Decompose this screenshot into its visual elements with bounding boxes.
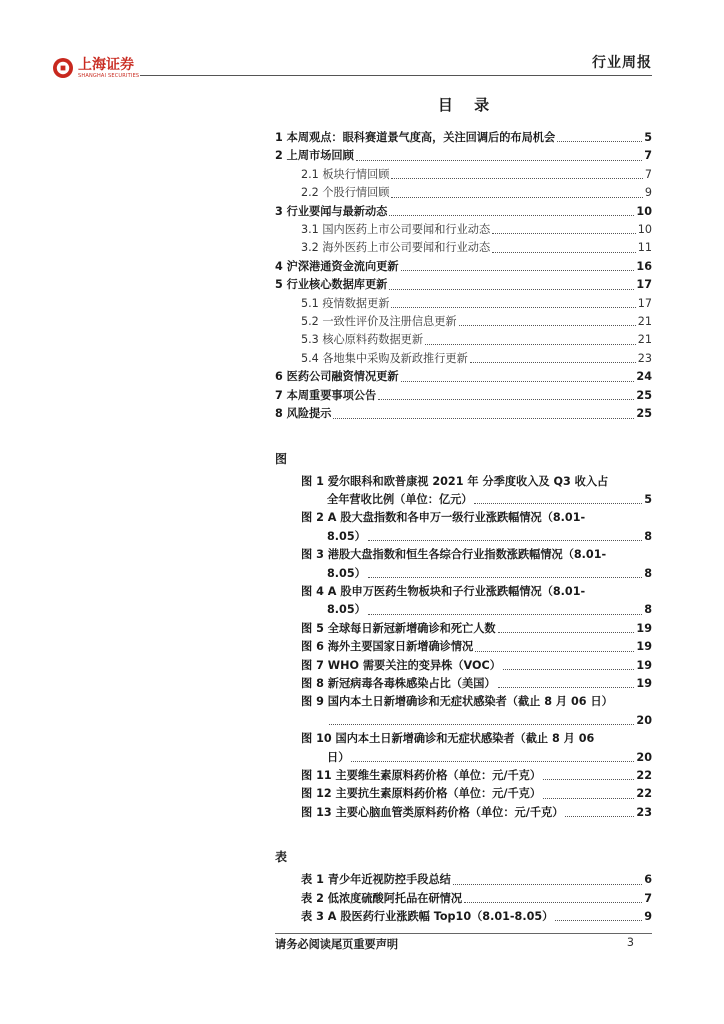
figure-entry[interactable]	[275, 693, 652, 730]
dot-leader	[498, 687, 635, 688]
figure-page-number: 8	[644, 566, 652, 580]
figures-list	[275, 473, 652, 823]
figure-caption: 图 13 主要心脑血管类原料药价格（单位：元/千克）	[301, 805, 564, 819]
figure-entry-leader	[301, 749, 652, 767]
figure-entry-leader	[301, 638, 652, 656]
dot-leader	[391, 178, 642, 179]
entry-page-number: 7	[644, 891, 652, 905]
figure-entry-leader	[301, 785, 652, 803]
dot-leader	[543, 779, 634, 780]
toc-title: 目 录	[437, 96, 498, 114]
figure-caption: 全年营收比例（单位：亿元）	[327, 492, 473, 506]
toc-entry[interactable]	[275, 368, 652, 386]
figure-caption-line: 图 10 国内本土日新增确诊和无症状感染者（截止 8 月 06	[301, 732, 595, 746]
figure-caption: 图 11 主要维生素原料药价格（单位：元/千克）	[301, 769, 542, 782]
footer-divider	[275, 933, 652, 934]
entry-label: 3 行业要闻与最新动态	[275, 204, 388, 218]
dot-leader	[498, 632, 635, 633]
figure-caption: 日）	[327, 750, 350, 764]
figure-entry-leader	[301, 675, 652, 693]
entry-label: 3.1 国内医药上市公司要闻和行业动态	[301, 223, 491, 237]
figure-entry-leader	[301, 620, 652, 638]
toc-entry[interactable]	[275, 258, 652, 276]
figure-caption: 8.05）	[327, 566, 366, 580]
dot-leader	[464, 902, 642, 903]
entry-label: 5 行业核心数据库更新	[275, 278, 388, 292]
toc-entry[interactable]	[275, 313, 652, 331]
figure-caption-line: 图 2 A 股大盘指数和各申万一级行业涨跌幅情况（8.01-	[301, 511, 586, 525]
figure-caption: 图 7 WHO 需要关注的变异株（VOC）	[301, 658, 501, 672]
toc-entry[interactable]	[275, 203, 652, 221]
dot-leader	[474, 503, 642, 504]
figure-entry[interactable]	[275, 804, 652, 822]
entry-label: 8 风险提示	[275, 407, 332, 421]
entry-page-number: 7	[644, 167, 652, 181]
toc-entry[interactable]	[275, 387, 652, 405]
entry-page-number: 9	[644, 186, 652, 200]
figure-entry[interactable]	[275, 620, 652, 638]
dot-leader	[368, 577, 642, 578]
dot-leader	[401, 381, 635, 382]
dot-leader	[389, 215, 634, 216]
entry-label: 1 本周观点：眼科赛道景气度高，关注回调后的布局机会	[275, 131, 556, 144]
entry-page-number: 21	[637, 315, 652, 329]
figure-page-number: 5	[644, 492, 652, 506]
figure-caption: 图 12 主要抗生素原料药价格（单位：元/千克）	[301, 787, 542, 801]
table-entry[interactable]	[275, 908, 652, 926]
tables-heading: 表	[275, 850, 288, 865]
company-logo	[52, 55, 139, 81]
table-of-contents	[275, 94, 652, 926]
dot-leader	[492, 233, 636, 234]
entry-label: 7 本周重要事项公告	[275, 388, 377, 402]
entry-page-number: 17	[637, 296, 652, 310]
figure-caption: 图 6 海外主要国家日新增确诊情况	[301, 640, 474, 654]
figure-page-number: 22	[636, 769, 652, 782]
entry-label: 5.4 各地集中采购及新政推行更新	[301, 351, 468, 365]
report-type-label: 行业周报	[592, 55, 652, 71]
entry-label: 5.1 疫情数据更新	[301, 296, 390, 310]
dot-leader	[475, 651, 634, 652]
figure-entry[interactable]	[275, 657, 652, 675]
figure-entry-leader	[301, 804, 652, 822]
tables-list	[275, 871, 652, 926]
dot-leader	[459, 325, 636, 326]
figure-caption-line: 图 9 国内本土日新增确诊和无症状感染者（截止 8 月 06 日）	[301, 695, 613, 709]
dot-leader	[470, 362, 636, 363]
entry-label: 表 2 低浓度硫酸阿托品在研情况	[301, 891, 463, 905]
dot-leader	[351, 761, 634, 762]
figure-entry-leader	[301, 528, 652, 546]
figure-entry[interactable]	[275, 473, 652, 510]
entry-page-number: 11	[637, 241, 652, 255]
dot-leader	[492, 252, 636, 253]
page-number: 3	[626, 936, 634, 949]
figure-entry-leader	[301, 601, 652, 619]
entry-label: 表 3 A 股医药行业涨跌幅 Top10（8.01-8.05）	[301, 910, 554, 924]
dot-leader	[557, 141, 642, 142]
entry-page-number: 6	[644, 873, 652, 887]
toc-entry[interactable]	[275, 184, 652, 202]
entry-page-number: 25	[636, 388, 652, 402]
figure-caption: 图 8 新冠病毒各毒株感染占比（美国）	[301, 676, 496, 690]
dot-leader	[329, 724, 634, 725]
dot-leader	[543, 798, 634, 799]
figure-caption: 图 5 全球每日新冠新增确诊和死亡人数	[301, 621, 496, 635]
dot-leader	[503, 669, 634, 670]
page-header	[0, 0, 724, 80]
dot-leader	[565, 816, 634, 817]
figure-entry[interactable]	[275, 583, 652, 620]
entry-page-number: 10	[637, 223, 652, 237]
dot-leader	[555, 920, 642, 921]
figure-entry[interactable]	[275, 509, 652, 546]
toc-entry[interactable]	[275, 166, 652, 184]
dot-leader	[391, 307, 635, 308]
figure-caption: 8.05）	[327, 529, 366, 543]
figure-entry[interactable]	[275, 730, 652, 767]
entry-page-number: 10	[636, 204, 652, 218]
toc-entry[interactable]	[275, 221, 652, 239]
entry-label: 2.1 板块行情回顾	[301, 167, 390, 181]
table-entry[interactable]	[275, 890, 652, 908]
dot-leader	[378, 399, 634, 400]
figure-entry[interactable]	[275, 767, 652, 785]
entry-label: 5.3 核心原料药数据更新	[301, 333, 424, 347]
figure-caption-line: 图 3 港股大盘指数和恒生各综合行业指数涨跌幅情况（8.01-	[301, 548, 607, 562]
figure-entry-leader	[301, 491, 652, 509]
dot-leader	[401, 270, 635, 271]
entry-page-number: 24	[636, 370, 652, 384]
toc-entry[interactable]	[275, 276, 652, 294]
table-entry[interactable]	[275, 871, 652, 889]
dot-leader	[368, 614, 642, 615]
figure-entry[interactable]	[275, 638, 652, 656]
figure-page-number: 19	[636, 658, 652, 672]
entry-label: 3.2 海外医药上市公司要闻和行业动态	[301, 241, 491, 255]
dot-leader	[368, 540, 642, 541]
dot-leader	[333, 418, 634, 419]
entry-page-number: 23	[637, 351, 652, 365]
figure-page-number: 22	[636, 787, 652, 801]
logo-english-name: SHANGHAI SECURITIES	[78, 72, 140, 79]
dot-leader	[389, 289, 634, 290]
dot-leader	[425, 344, 636, 345]
entry-label: 6 医药公司融资情况更新	[275, 370, 399, 384]
toc-entry[interactable]	[275, 239, 652, 257]
entry-page-number: 5	[644, 131, 652, 144]
figure-entry[interactable]	[275, 546, 652, 583]
figure-page-number: 20	[636, 713, 652, 727]
figure-entry[interactable]	[275, 785, 652, 803]
entry-label: 5.2 一致性评价及注册信息更新	[301, 315, 457, 329]
figure-entry-leader	[301, 657, 652, 675]
figure-entry-leader	[301, 767, 652, 785]
figure-page-number: 23	[636, 805, 652, 819]
figures-heading: 图	[275, 451, 288, 466]
entry-page-number: 7	[644, 149, 652, 163]
toc-entry[interactable]	[275, 331, 652, 349]
toc-list	[275, 129, 652, 424]
toc-entry[interactable]	[275, 350, 652, 368]
figure-caption: 8.05）	[327, 603, 366, 617]
entry-label: 2.2 个股行情回顾	[301, 186, 390, 200]
figure-caption-line: 图 4 A 股申万医药生物板块和子行业涨跌幅情况（8.01-	[301, 584, 586, 598]
entry-page-number: 17	[636, 278, 652, 292]
figure-page-number: 19	[636, 676, 652, 690]
figure-page-number: 8	[644, 529, 652, 543]
entry-label: 表 1 青少年近视防控手段总结	[301, 873, 451, 887]
dot-leader	[453, 884, 642, 885]
toc-entry[interactable]	[275, 147, 652, 165]
entry-page-number: 16	[636, 259, 652, 273]
figure-page-number: 20	[636, 750, 652, 764]
entry-label: 4 沪深港通资金流向更新	[275, 259, 399, 273]
dot-leader	[391, 197, 642, 198]
toc-entry[interactable]	[275, 129, 652, 147]
figure-entry-leader	[301, 565, 652, 583]
figure-page-number: 19	[636, 640, 652, 654]
logo-emblem-icon	[52, 57, 74, 79]
figure-entry[interactable]	[275, 675, 652, 693]
dot-leader	[356, 160, 642, 161]
toc-entry[interactable]	[275, 405, 652, 423]
entry-label: 2 上周市场回顾	[275, 149, 354, 163]
footer-disclaimer: 请务必阅读尾页重要声明	[275, 938, 399, 951]
toc-entry[interactable]	[275, 295, 652, 313]
entry-page-number: 21	[637, 333, 652, 347]
figure-page-number: 19	[636, 621, 652, 635]
entry-page-number: 25	[636, 407, 652, 421]
figure-caption-line: 图 1 爱尔眼科和欧普康视 2021 年 分季度收入及 Q3 收入占	[301, 474, 609, 488]
figure-page-number: 8	[644, 603, 652, 617]
figure-entry-leader	[301, 712, 652, 730]
entry-page-number: 9	[644, 910, 652, 924]
logo-chinese-name: 上海证券	[78, 56, 134, 73]
header-divider	[140, 75, 652, 76]
